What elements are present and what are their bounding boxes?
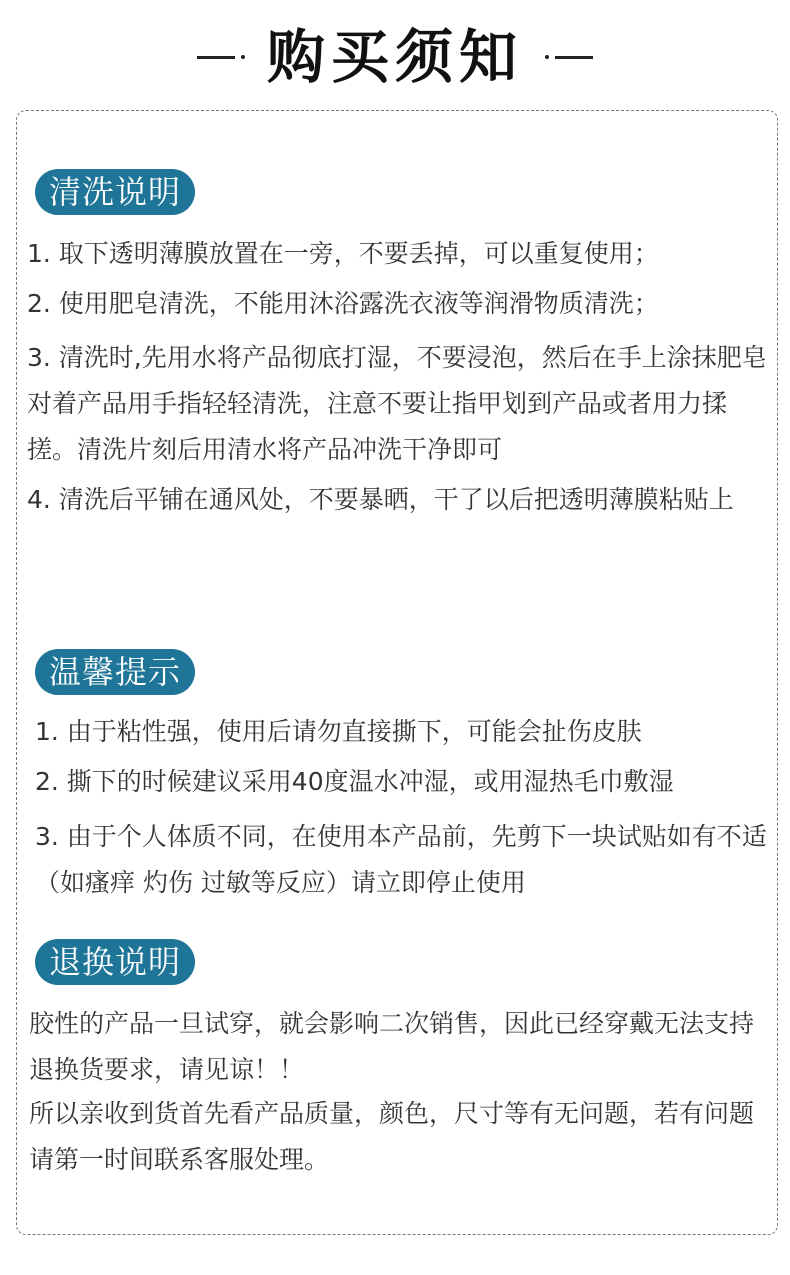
decor-line	[197, 56, 235, 59]
tips-item-2: 2. 撕下的时候建议采用40度温水冲湿，或用湿热毛巾敷湿	[35, 767, 674, 796]
cleaning-item-2: 2. 使用肥皂清洗，不能用沐浴露洗衣液等润滑物质清洗；	[27, 289, 659, 318]
decor-dot	[545, 55, 549, 59]
cleaning-item-3: 3. 清洗时,先用水将产品彻底打湿，不要浸泡，然后在手上涂抹肥皂对着产品用手指轻轻清洗，注意不要让指甲划到产品或者用力揉搓。清洗片刻后用清水将产品冲洗干净即可	[27, 343, 767, 464]
page-header	[0, 22, 790, 92]
section-title-cleaning: 清洗说明	[35, 169, 195, 215]
decor-line	[555, 56, 593, 59]
section-title-returns: 退换说明	[35, 939, 195, 985]
cleaning-item-4: 4. 清洗后平铺在通风处，不要暴晒，干了以后把透明薄膜粘贴上	[27, 485, 734, 514]
cleaning-item-1: 1. 取下透明薄膜放置在一旁，不要丢掉，可以重复使用；	[27, 239, 659, 268]
tips-item-1: 1. 由于粘性强，使用后请勿直接撕下，可能会扯伤皮肤	[35, 717, 642, 746]
header-left-decoration	[197, 52, 245, 62]
returns-item-2: 所以亲收到货首先看产品质量，颜色，尺寸等有无问题，若有问题请第一时间联系客服处理。	[29, 1099, 755, 1174]
section-title-tips: 温馨提示	[35, 649, 195, 695]
page-title: 购买须知	[266, 23, 523, 91]
decor-dot	[241, 55, 245, 59]
returns-item-1: 胶性的产品一旦试穿，就会影响二次销售，因此已经穿戴无法支持退换货要求，请见谅！！	[29, 1009, 755, 1084]
header-right-decoration	[545, 52, 593, 62]
tips-item-3: 3. 由于个人体质不同，在使用本产品前，先剪下一块试贴如有不适（如瘙痒 灼伤 过敏等反应）请立即停止使用	[35, 822, 767, 897]
notice-panel	[16, 110, 778, 1235]
